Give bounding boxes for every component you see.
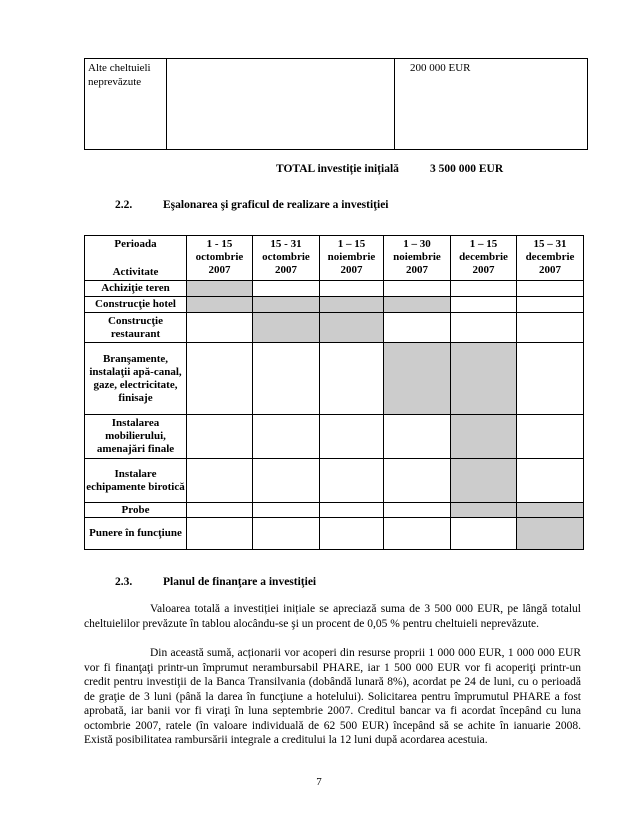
schedule-cell-filled bbox=[451, 503, 517, 518]
schedule-cell-empty bbox=[253, 343, 320, 415]
schedule-cell-empty bbox=[187, 518, 253, 550]
row-amount: 200 000 EUR bbox=[395, 59, 588, 150]
schedule-cell-filled bbox=[187, 281, 253, 297]
schedule-cell-filled bbox=[253, 297, 320, 313]
table-row bbox=[85, 313, 584, 343]
table-row bbox=[85, 518, 584, 550]
section-number: 2.3. bbox=[115, 576, 133, 588]
schedule-cell-empty bbox=[253, 415, 320, 459]
period-header: 15 - 31 octombrie 2007 bbox=[253, 236, 320, 281]
section-title: Planul de finanţare a investiţiei bbox=[163, 576, 317, 588]
budget-table bbox=[84, 58, 588, 150]
schedule-cell-empty bbox=[517, 313, 584, 343]
schedule-cell-empty bbox=[451, 281, 517, 297]
schedule-cell-filled bbox=[517, 503, 584, 518]
schedule-cell-filled bbox=[451, 415, 517, 459]
paragraph-1: Valoarea totală a investiției inițiale se apreciază suma de 3 500 000 EUR, pe lângă totalul cheltuielilor prevăzute în tablou alocându-se şi un procent de 0,05 % pentru cheltuieli neprevăzute. bbox=[84, 603, 581, 630]
schedule-cell-empty bbox=[253, 503, 320, 518]
schedule-cell-empty bbox=[187, 459, 253, 503]
period-header: 1 – 15 decembrie 2007 bbox=[451, 236, 517, 281]
schedule-cell-filled bbox=[384, 297, 451, 313]
schedule-cell-empty bbox=[253, 281, 320, 297]
schedule-cell-empty bbox=[384, 459, 451, 503]
period-header: 15 – 31 decembrie 2007 bbox=[517, 236, 584, 281]
activity-label: Punere în funcţiune bbox=[85, 518, 187, 550]
schedule-cell-empty bbox=[384, 313, 451, 343]
schedule-cell-empty bbox=[253, 459, 320, 503]
schedule-cell-filled bbox=[320, 297, 384, 313]
total-label: TOTAL investiție inițială bbox=[276, 163, 399, 175]
period-header: 1 – 30 noiembrie 2007 bbox=[384, 236, 451, 281]
schedule-cell-filled bbox=[517, 518, 584, 550]
table-row bbox=[85, 503, 584, 518]
activity-label: Instalarea mobilierului, amenajări finale bbox=[85, 415, 187, 459]
activity-label: Achiziţie teren bbox=[85, 281, 187, 297]
table-row bbox=[85, 59, 588, 150]
header-activitate: Activitate bbox=[112, 266, 159, 278]
period-header: 1 – 15 noiembrie 2007 bbox=[320, 236, 384, 281]
section-title: Eşalonarea şi graficul de realizare a investiţiei bbox=[163, 199, 389, 211]
schedule-cell-empty bbox=[320, 343, 384, 415]
schedule-cell-empty bbox=[187, 415, 253, 459]
schedule-cell-filled bbox=[187, 297, 253, 313]
row-description bbox=[167, 59, 395, 150]
schedule-cell-filled bbox=[253, 313, 320, 343]
header-corner bbox=[85, 236, 187, 281]
schedule-cell-empty bbox=[320, 415, 384, 459]
schedule-header-row bbox=[85, 236, 584, 281]
table-row bbox=[85, 343, 584, 415]
schedule-cell-empty bbox=[451, 518, 517, 550]
schedule-cell-empty bbox=[187, 343, 253, 415]
schedule-cell-empty bbox=[384, 415, 451, 459]
total-line bbox=[276, 163, 504, 175]
schedule-cell-empty bbox=[517, 297, 584, 313]
schedule-cell-empty bbox=[517, 281, 584, 297]
schedule-cell-empty bbox=[384, 281, 451, 297]
schedule-cell-filled bbox=[320, 313, 384, 343]
activity-label: Instalare echipamente birotică bbox=[85, 459, 187, 503]
activity-label: Branşamente, instalaţii apă-canal, gaze, electricitate, finisaje bbox=[85, 343, 187, 415]
schedule-cell-empty bbox=[451, 297, 517, 313]
schedule-cell-empty bbox=[451, 313, 517, 343]
period-header: 1 - 15 octombrie 2007 bbox=[187, 236, 253, 281]
activity-label: Construcţie restaurant bbox=[85, 313, 187, 343]
table-row bbox=[85, 459, 584, 503]
activity-label: Probe bbox=[85, 503, 187, 518]
table-row bbox=[85, 297, 584, 313]
schedule-cell-empty bbox=[253, 518, 320, 550]
header-perioada: Perioada bbox=[114, 238, 157, 250]
schedule-cell-empty bbox=[320, 459, 384, 503]
schedule-cell-empty bbox=[320, 503, 384, 518]
schedule-cell-empty bbox=[517, 343, 584, 415]
schedule-table bbox=[84, 235, 584, 550]
schedule-cell-empty bbox=[320, 518, 384, 550]
schedule-cell-empty bbox=[187, 313, 253, 343]
page-number: 7 bbox=[316, 776, 322, 788]
table-row bbox=[85, 415, 584, 459]
schedule-cell-filled bbox=[451, 343, 517, 415]
schedule-cell-filled bbox=[451, 459, 517, 503]
schedule-cell-empty bbox=[517, 415, 584, 459]
table-row bbox=[85, 281, 584, 297]
schedule-cell-empty bbox=[384, 503, 451, 518]
schedule-cell-empty bbox=[320, 281, 384, 297]
paragraph-2: Din această sumă, acționarii vor acoperi din resurse proprii 1 000 000 EUR, 1 000 000 EUR vor fi finanţaţi printr-un împrumut nerambursabil PHARE, iar 1 500 000 EUR vor fi acoperiţi printr-un credit pentru investiţii de la Banca Transilvania (dobândă lunară 8%), acordat pe 24 de luni, cu o perioadă de graţie de 3 luni (până la darea în funcţiune a hotelului). Solicitarea pentru împrumutul PHARE a fost aprobată, iar banii vor fi viraţi în luna septembrie 2007. Creditul bancar va fi acordat începând cu luna octombrie 2007, ratele (în valoare individuală de 62 500 EUR) începând să se achite în ianuarie 2008. Există posibilitatea rambursării integrale a creditului la 12 luni după acordarea acestuia. bbox=[84, 647, 581, 746]
schedule-cell-empty bbox=[517, 459, 584, 503]
schedule-cell-empty bbox=[384, 518, 451, 550]
schedule-cell-empty bbox=[187, 503, 253, 518]
activity-label: Construcţie hotel bbox=[85, 297, 187, 313]
schedule-cell-filled bbox=[384, 343, 451, 415]
section-number: 2.2. bbox=[115, 199, 133, 211]
total-amount: 3 500 000 EUR bbox=[430, 163, 504, 175]
row-label: Alte cheltuieli neprevăzute bbox=[85, 59, 167, 150]
